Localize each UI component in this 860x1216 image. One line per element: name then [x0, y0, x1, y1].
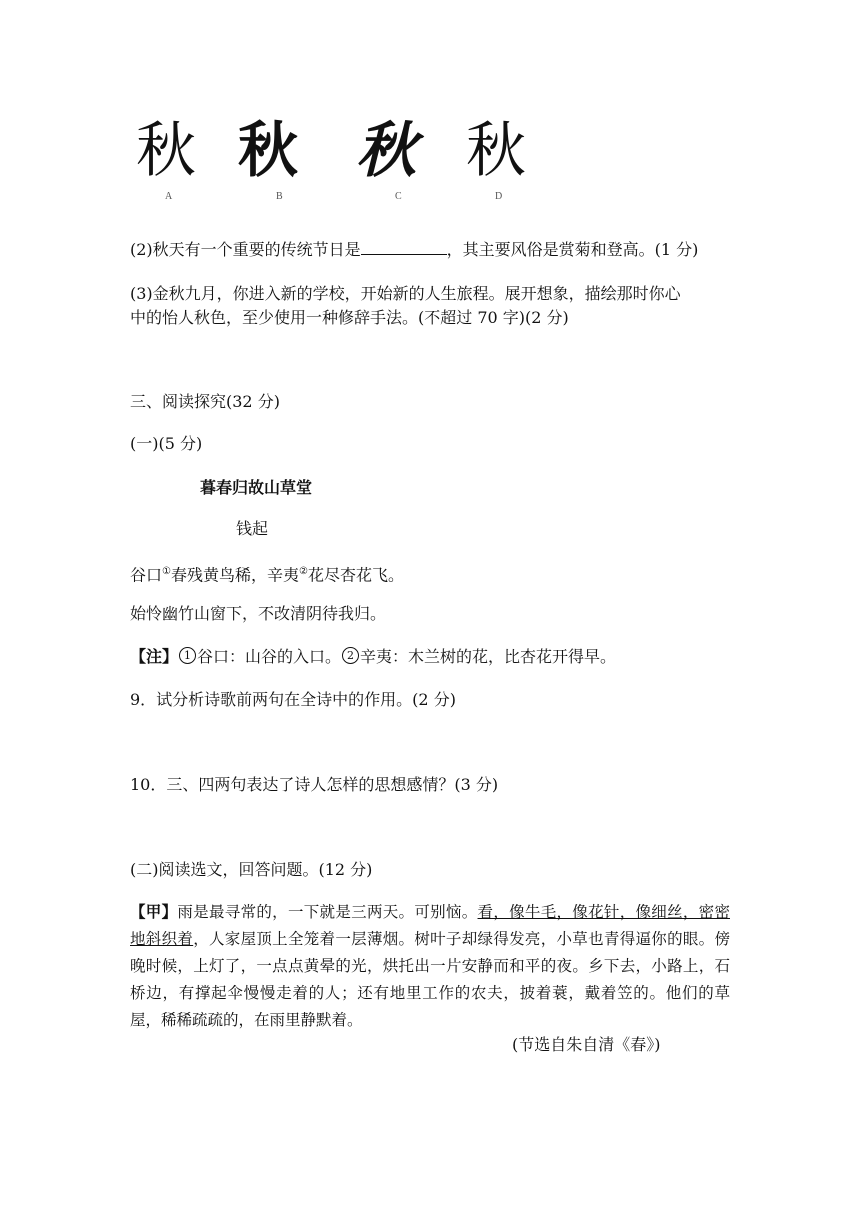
- calligraphy-char-b: 秋: [238, 116, 298, 186]
- question-9: 9．试分析诗歌前两句在全诗中的作用。(2 分): [130, 690, 456, 709]
- part-1-heading: (一)(5 分): [130, 434, 203, 453]
- question-3-line-2: 中的怡人秋色，至少使用一种修辞手法。(不超过 70 字)(2 分): [130, 308, 569, 327]
- note-number-1: 1: [179, 647, 196, 664]
- question-10: 10．三、四两句表达了诗人怎样的思想感情？(3 分): [130, 775, 499, 794]
- question-2-before: (2)秋天有一个重要的传统节日是: [130, 240, 361, 259]
- poem-line-2: 始怜幽竹山窗下，不改清阴待我归。: [130, 604, 387, 623]
- part-2-heading: (二)阅读选文，回答问题。(12 分): [130, 860, 373, 879]
- question-2-after: ，其主要风俗是赏菊和登高。(1 分): [446, 240, 699, 259]
- passage-label: 【甲】: [130, 902, 178, 921]
- note-text-2: 辛夷：木兰树的花，比杏花开得早。: [360, 647, 617, 666]
- passage-source: (节选自朱自清《春》): [512, 1035, 661, 1054]
- answer-blank[interactable]: [361, 238, 447, 255]
- passage-jia: [130, 898, 730, 1034]
- poem-title: 暮春归故山草堂: [200, 478, 313, 497]
- note-number-2: 2: [342, 647, 359, 664]
- poem-line-1-b: 春残黄鸟稀，辛夷: [170, 565, 299, 585]
- passage-underlined: 看，像牛毛，像花针，像细丝，密密地斜织着: [130, 903, 730, 948]
- calligraphy-char-c: 秋: [356, 116, 416, 186]
- poem-author: 钱起: [236, 519, 269, 538]
- question-2: [130, 238, 698, 262]
- poem-line-1-c: 花尽杏花飞。: [307, 565, 404, 585]
- note-marker-1: ①: [162, 566, 171, 577]
- passage-text-b: ，人家屋顶上全笼着一层薄烟。树叶子却绿得发亮，小草也青得逼你的眼。傍晚时候，上灯了，一点点黄晕的光，烘托出一片安静而和平的夜。乡下去，小路上，石桥边，有撑起伞慢慢走着的人；还有地里工作的农夫，披着蓑，戴着笠的。他们的草屋，稀稀疏疏的，在雨里静默着。: [130, 930, 730, 1029]
- poem-line-1-a: 谷口: [130, 565, 163, 585]
- calligraphy-label-a: A: [165, 191, 173, 202]
- calligraphy-label-d: D: [495, 191, 503, 202]
- note-text-1: 谷口：山谷的入口。: [197, 647, 342, 666]
- note-label: 【注】: [130, 647, 179, 666]
- passage-text-a: 雨是最寻常的，一下就是三两天。可别恼。: [177, 903, 478, 921]
- calligraphy-char-a: 秋: [136, 116, 192, 186]
- calligraphy-char-d: 秋: [466, 116, 526, 186]
- calligraphy-label-c: C: [395, 191, 402, 202]
- question-3-line-1: (3)金秋九月，你进入新的学校，开始新的人生旅程。展开想象，描绘那时你心: [130, 284, 681, 303]
- section-heading: 三、阅读探究(32 分): [130, 392, 280, 411]
- calligraphy-label-b: B: [276, 191, 283, 202]
- poem-notes: [130, 645, 616, 669]
- poem-line-1: [130, 560, 404, 587]
- note-marker-2: ②: [299, 566, 308, 577]
